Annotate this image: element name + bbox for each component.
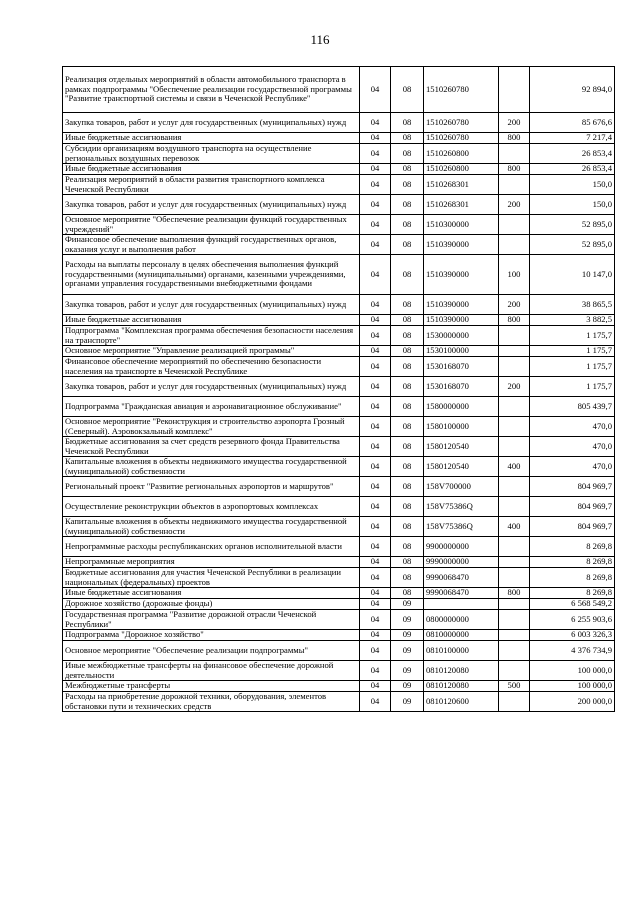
row-subsection: 08 (391, 326, 424, 346)
table-row (63, 588, 615, 599)
row-amount: 804 969,7 (530, 517, 615, 537)
table-row (63, 630, 615, 641)
row-name: Государственная программа "Развитие дорожной отрасли Чеченской Республики" (63, 610, 360, 630)
row-name: Основное мероприятие "Обеспечение реализации функций государственных учреждений" (63, 215, 360, 235)
row-expense-type: 200 (499, 195, 530, 215)
row-name: Иные бюджетные ассигнования (63, 588, 360, 599)
row-section: 04 (360, 295, 391, 315)
row-name: Основное мероприятие "Управление реализацией программы" (63, 346, 360, 357)
row-target-code: 1530000000 (424, 326, 499, 346)
row-amount: 85 676,6 (530, 113, 615, 133)
row-subsection: 08 (391, 144, 424, 164)
row-target-code: 1510260780 (424, 133, 499, 144)
row-name: Иные бюджетные ассигнования (63, 164, 360, 175)
row-name: Бюджетные ассигнования за счет средств резервного фонда Правительства Чеченской Республики (63, 437, 360, 457)
row-expense-type (499, 397, 530, 417)
row-amount: 8 269,8 (530, 557, 615, 568)
table-row (63, 195, 615, 215)
row-subsection: 08 (391, 497, 424, 517)
row-name: Бюджетные ассигнования для участия Чеченской Республики в реализации национальных (федеральных) проектов (63, 568, 360, 588)
row-name: Капитальные вложения в объекты недвижимого имущества государственной (муниципальной) собственности (63, 517, 360, 537)
row-amount: 6 255 903,6 (530, 610, 615, 630)
row-subsection: 08 (391, 113, 424, 133)
row-expense-type (499, 692, 530, 712)
row-section: 04 (360, 164, 391, 175)
row-amount: 100 000,0 (530, 661, 615, 681)
row-section: 04 (360, 610, 391, 630)
row-target-code: 1510390000 (424, 255, 499, 295)
row-name: Финансовое обеспечение мероприятий по обеспечению безопасности населения на транспорте в Чеченской Республике (63, 357, 360, 377)
row-amount: 52 895,0 (530, 235, 615, 255)
row-subsection: 08 (391, 315, 424, 326)
row-target-code: 0810100000 (424, 641, 499, 661)
table-row (63, 610, 615, 630)
table-row (63, 397, 615, 417)
row-section: 04 (360, 67, 391, 113)
table-row (63, 568, 615, 588)
row-section: 04 (360, 357, 391, 377)
row-subsection: 08 (391, 295, 424, 315)
row-target-code: 1530100000 (424, 346, 499, 357)
row-target-code: 1510300000 (424, 215, 499, 235)
row-expense-type (499, 417, 530, 437)
row-name: Региональный проект "Развитие региональных аэропортов и маршрутов" (63, 477, 360, 497)
row-expense-type (499, 641, 530, 661)
row-section: 04 (360, 537, 391, 557)
table-row (63, 477, 615, 497)
row-name: Субсидии организациям воздушного транспорта на осуществление региональных воздушных перевозок (63, 144, 360, 164)
row-subsection: 08 (391, 557, 424, 568)
table-row (63, 497, 615, 517)
row-subsection: 08 (391, 457, 424, 477)
row-expense-type (499, 437, 530, 457)
row-target-code: 9990068470 (424, 568, 499, 588)
row-amount: 4 376 734,9 (530, 641, 615, 661)
table-row (63, 557, 615, 568)
row-expense-type: 800 (499, 315, 530, 326)
row-subsection: 08 (391, 357, 424, 377)
table-row (63, 599, 615, 610)
row-subsection: 08 (391, 195, 424, 215)
row-section: 04 (360, 599, 391, 610)
row-name: Закупка товаров, работ и услуг для государственных (муниципальных) нужд (63, 295, 360, 315)
table-row (63, 255, 615, 295)
row-name: Закупка товаров, работ и услуг для государственных (муниципальных) нужд (63, 195, 360, 215)
row-subsection: 08 (391, 537, 424, 557)
row-name: Основное мероприятие "Обеспечение реализации подпрограммы" (63, 641, 360, 661)
row-amount: 804 969,7 (530, 477, 615, 497)
row-amount: 470,0 (530, 457, 615, 477)
row-subsection: 08 (391, 417, 424, 437)
row-amount: 3 882,5 (530, 315, 615, 326)
row-name: Капитальные вложения в объекты недвижимого имущества государственной (муниципальной) собственности (63, 457, 360, 477)
table-row (63, 681, 615, 692)
row-subsection: 09 (391, 661, 424, 681)
row-section: 04 (360, 641, 391, 661)
row-target-code: 1580120540 (424, 437, 499, 457)
row-expense-type (499, 661, 530, 681)
row-expense-type: 400 (499, 457, 530, 477)
row-expense-type (499, 326, 530, 346)
row-name: Иные бюджетные ассигнования (63, 315, 360, 326)
row-target-code: 1510390000 (424, 235, 499, 255)
row-amount: 804 969,7 (530, 497, 615, 517)
row-subsection: 08 (391, 588, 424, 599)
row-name: Осуществление реконструкции объектов в аэропортовых комплексах (63, 497, 360, 517)
row-name: Закупка товаров, работ и услуг для государственных (муниципальных) нужд (63, 113, 360, 133)
row-name: Реализация мероприятий в области развития транспортного комплекса Чеченской Республики (63, 175, 360, 195)
row-section: 04 (360, 630, 391, 641)
row-target-code: 1510260780 (424, 113, 499, 133)
row-expense-type (499, 537, 530, 557)
page-number: 116 (310, 32, 330, 47)
row-subsection: 09 (391, 630, 424, 641)
table-row (63, 295, 615, 315)
row-name: Иные бюджетные ассигнования (63, 133, 360, 144)
row-expense-type (499, 357, 530, 377)
row-section: 04 (360, 144, 391, 164)
table-row (63, 377, 615, 397)
row-target-code (424, 599, 499, 610)
table-row (63, 417, 615, 437)
row-target-code: 1510268301 (424, 195, 499, 215)
row-subsection: 08 (391, 568, 424, 588)
row-amount: 10 147,0 (530, 255, 615, 295)
row-section: 04 (360, 315, 391, 326)
row-target-code: 1510268301 (424, 175, 499, 195)
row-amount: 8 269,8 (530, 537, 615, 557)
row-subsection: 08 (391, 164, 424, 175)
row-subsection: 08 (391, 397, 424, 417)
table-row (63, 346, 615, 357)
row-section: 04 (360, 661, 391, 681)
row-amount: 470,0 (530, 417, 615, 437)
table-row (63, 357, 615, 377)
table-row (63, 215, 615, 235)
row-expense-type: 100 (499, 255, 530, 295)
row-section: 04 (360, 517, 391, 537)
row-name: Подпрограмма "Дорожное хозяйство" (63, 630, 360, 641)
table-row (63, 175, 615, 195)
row-expense-type (499, 477, 530, 497)
row-section: 04 (360, 457, 391, 477)
row-subsection: 09 (391, 610, 424, 630)
row-section: 04 (360, 437, 391, 457)
row-name: Расходы на приобретение дорожной техники, оборудования, элементов обстановки пути и технических средств (63, 692, 360, 712)
row-amount: 92 894,0 (530, 67, 615, 113)
row-name: Финансовое обеспечение выполнения функций государственных органов, оказания услуг и выполнения работ (63, 235, 360, 255)
row-subsection: 08 (391, 67, 424, 113)
row-section: 04 (360, 477, 391, 497)
table-row (63, 457, 615, 477)
row-amount: 38 865,5 (530, 295, 615, 315)
table-row (63, 437, 615, 457)
row-subsection: 08 (391, 175, 424, 195)
row-target-code: 9990068470 (424, 588, 499, 599)
row-amount: 200 000,0 (530, 692, 615, 712)
row-subsection: 08 (391, 235, 424, 255)
row-section: 04 (360, 557, 391, 568)
row-target-code: 1580000000 (424, 397, 499, 417)
row-expense-type (499, 630, 530, 641)
row-amount: 150,0 (530, 175, 615, 195)
row-expense-type: 800 (499, 133, 530, 144)
row-subsection: 08 (391, 346, 424, 357)
table-row (63, 235, 615, 255)
row-amount: 26 853,4 (530, 164, 615, 175)
row-expense-type: 200 (499, 377, 530, 397)
row-expense-type (499, 610, 530, 630)
row-name: Межбюджетные трансферты (63, 681, 360, 692)
budget-table (62, 66, 615, 712)
row-amount: 26 853,4 (530, 144, 615, 164)
row-expense-type (499, 215, 530, 235)
row-section: 04 (360, 235, 391, 255)
row-section: 04 (360, 113, 391, 133)
row-name: Основное мероприятие "Реконструкция и строительство аэропорта Грозный (Северный). Аэровокзальный комплекс" (63, 417, 360, 437)
table-row (63, 517, 615, 537)
row-target-code: 0810120080 (424, 681, 499, 692)
row-expense-type (499, 599, 530, 610)
row-subsection: 09 (391, 599, 424, 610)
row-section: 04 (360, 346, 391, 357)
row-subsection: 08 (391, 477, 424, 497)
row-target-code: 1580120540 (424, 457, 499, 477)
row-amount: 100 000,0 (530, 681, 615, 692)
table-row (63, 315, 615, 326)
table-row (63, 164, 615, 175)
row-subsection: 09 (391, 692, 424, 712)
row-section: 04 (360, 497, 391, 517)
row-name: Реализация отдельных мероприятий в области автомобильного транспорта в рамках подпрограммы "Обеспечение реализации государственной программы "Развитие транспортной системы и связи в Чеченской Республике" (63, 67, 360, 113)
row-section: 04 (360, 397, 391, 417)
row-amount: 1 175,7 (530, 377, 615, 397)
row-expense-type: 400 (499, 517, 530, 537)
row-target-code: 158V700000 (424, 477, 499, 497)
row-amount: 1 175,7 (530, 326, 615, 346)
row-subsection: 08 (391, 517, 424, 537)
row-section: 04 (360, 588, 391, 599)
row-section: 04 (360, 255, 391, 295)
row-target-code: 1510390000 (424, 295, 499, 315)
row-expense-type: 200 (499, 113, 530, 133)
row-expense-type (499, 497, 530, 517)
table-row (63, 661, 615, 681)
row-name: Дорожное хозяйство (дорожные фонды) (63, 599, 360, 610)
row-target-code: 1510260800 (424, 164, 499, 175)
row-subsection: 09 (391, 641, 424, 661)
table-row (63, 113, 615, 133)
row-target-code: 0810120600 (424, 692, 499, 712)
row-section: 04 (360, 215, 391, 235)
row-section: 04 (360, 692, 391, 712)
row-section: 04 (360, 133, 391, 144)
row-target-code: 1580100000 (424, 417, 499, 437)
row-subsection: 08 (391, 215, 424, 235)
row-expense-type: 800 (499, 588, 530, 599)
row-expense-type (499, 235, 530, 255)
row-amount: 6 568 549,2 (530, 599, 615, 610)
row-name: Непрограммные мероприятия (63, 557, 360, 568)
row-target-code: 9990000000 (424, 557, 499, 568)
row-section: 04 (360, 568, 391, 588)
row-amount: 150,0 (530, 195, 615, 215)
row-subsection: 09 (391, 681, 424, 692)
row-amount: 8 269,8 (530, 588, 615, 599)
row-subsection: 08 (391, 437, 424, 457)
table-row (63, 692, 615, 712)
row-target-code: 1530168070 (424, 357, 499, 377)
row-target-code: 1510390000 (424, 315, 499, 326)
table-row (63, 133, 615, 144)
row-section: 04 (360, 175, 391, 195)
row-subsection: 08 (391, 377, 424, 397)
row-expense-type: 200 (499, 295, 530, 315)
row-expense-type (499, 175, 530, 195)
row-target-code: 1510260780 (424, 67, 499, 113)
row-expense-type: 800 (499, 164, 530, 175)
row-target-code: 0800000000 (424, 610, 499, 630)
row-section: 04 (360, 377, 391, 397)
table-row (63, 326, 615, 346)
row-amount: 1 175,7 (530, 357, 615, 377)
row-amount: 8 269,8 (530, 568, 615, 588)
row-expense-type (499, 144, 530, 164)
row-section: 04 (360, 195, 391, 215)
table-row (63, 641, 615, 661)
row-expense-type (499, 557, 530, 568)
row-amount: 7 217,4 (530, 133, 615, 144)
row-amount: 805 439,7 (530, 397, 615, 417)
row-section: 04 (360, 417, 391, 437)
row-name: Закупка товаров, работ и услуг для государственных (муниципальных) нужд (63, 377, 360, 397)
row-expense-type (499, 568, 530, 588)
row-name: Иные межбюджетные трансферты на финансовое обеспечение дорожной деятельности (63, 661, 360, 681)
row-amount: 6 003 326,3 (530, 630, 615, 641)
row-target-code: 1510260800 (424, 144, 499, 164)
row-section: 04 (360, 681, 391, 692)
row-expense-type: 500 (499, 681, 530, 692)
row-target-code: 158V75386Q (424, 517, 499, 537)
row-subsection: 08 (391, 255, 424, 295)
row-target-code: 158V75386Q (424, 497, 499, 517)
row-target-code: 0810000000 (424, 630, 499, 641)
row-amount: 470,0 (530, 437, 615, 457)
row-name: Непрограммные расходы республиканских органов исполнительной власти (63, 537, 360, 557)
budget-table-body (63, 67, 615, 712)
table-row (63, 537, 615, 557)
row-amount: 1 175,7 (530, 346, 615, 357)
row-name: Подпрограмма "Комплексная программа обеспечения безопасности населения на транспорте" (63, 326, 360, 346)
row-name: Подпрограмма "Гражданская авиация и аэронавигационное обслуживание" (63, 397, 360, 417)
row-subsection: 08 (391, 133, 424, 144)
row-section: 04 (360, 326, 391, 346)
row-target-code: 0810120080 (424, 661, 499, 681)
table-row (63, 144, 615, 164)
row-amount: 52 895,0 (530, 215, 615, 235)
row-expense-type (499, 346, 530, 357)
row-target-code: 1530168070 (424, 377, 499, 397)
row-expense-type (499, 67, 530, 113)
row-target-code: 9900000000 (424, 537, 499, 557)
row-name: Расходы на выплаты персоналу в целях обеспечения выполнения функций государственными (муниципальными) органами, казенными учреждениями, органами управления государственными внебюджетными фондами (63, 255, 360, 295)
table-row (63, 67, 615, 113)
